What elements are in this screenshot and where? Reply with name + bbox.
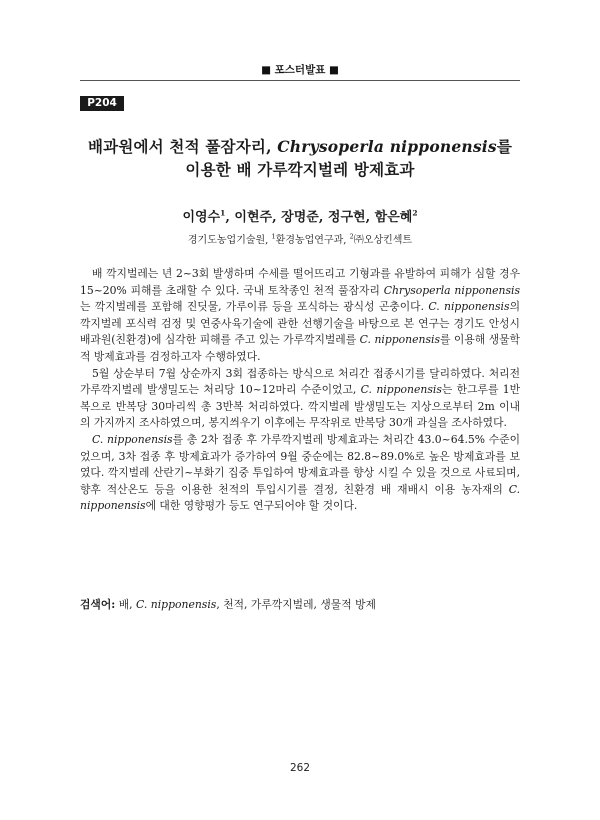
affiliation-1: 환경농업연구과,: [275, 235, 350, 246]
keyword-species: C. nipponensis: [136, 598, 217, 611]
affiliation-1-mark: 1: [271, 232, 276, 241]
abstract-text: 의 깍지벌레 포식력 검정 및 연중사육기술에 관한 선행기술을 바탕으로 본 연구는 경기도 안성시 배과원(친환경)에 심각한 피해를 주고 있는 가루깍지벌레를: [80, 300, 520, 347]
abstract-text: 를 이용해 생물학적 방제효과를 검정하고자 수행하였다.: [80, 333, 520, 363]
species-name: Chrysoperla nipponensis: [383, 283, 520, 297]
keywords-label: 검색어:: [80, 598, 116, 611]
author-separator: ,: [365, 210, 375, 225]
abstract-paragraph-1: [80, 266, 520, 366]
header-divider: [80, 80, 520, 81]
abstract-text: 5월 상순부터 7월 상순까지 3회 접종하는 방식으로 처리간 접종시기를 달리하였다. 처리전 가루깍지벌레 발생밀도는 처리당 10~12마리 수준이었고,: [80, 366, 520, 397]
affiliations: [80, 231, 520, 246]
keyword-text: , 천적, 가루깍지벌레, 생물적 방제: [216, 598, 376, 611]
author-list: [80, 206, 520, 225]
page-number: 262: [289, 762, 311, 774]
species-name: C. nipponensis: [92, 432, 173, 446]
species-name: C. nipponensis: [359, 333, 441, 347]
affiliation-2-mark: 2: [349, 232, 354, 241]
poster-code-badge: P204: [80, 96, 124, 111]
author-4: 정구현: [327, 210, 366, 225]
abstract-text: 배 깍지벌레는 년 2~3회 발생하며 수세를 떨어뜨리고 기형과를 유발하여 피해가 심할 경우 15~20% 피해를 초래할 수 있다. 국내 토착종인 천적 풀잠자리: [80, 267, 520, 297]
abstract-body: [80, 266, 520, 515]
title-line2: 이용한 배 가루깍지벌레 방제효과: [185, 160, 415, 179]
author-5: 함은혜: [374, 210, 413, 225]
author-1-affil-mark: 1: [220, 208, 226, 218]
abstract-text: 는 한그루를 1반복으로 반복당 30마리씩 총 3반복 처리하였다. 깍지벌레 발생밀도는 지상으로부터 2m 이내의 가지까지 조사하였으며, 봉지씌우기 이후에는 무작위로 반복당 30개 과실을 조사하였다.: [80, 383, 521, 430]
keyword-text: 배,: [115, 598, 137, 611]
abstract-paragraph-2: [80, 366, 520, 432]
affiliation-2: ㈜오상킨섹트: [353, 235, 413, 246]
title-species-name: Chrysoperla nipponensis: [277, 137, 497, 156]
author-5-affil-mark: 2: [412, 208, 418, 218]
author-separator: ,: [225, 210, 235, 225]
keywords: [80, 597, 520, 613]
author-separator: ,: [272, 210, 282, 225]
author-2: 이현주: [234, 210, 273, 225]
title-line1-pre: 배과원에서 천적 풀잠자리,: [87, 137, 278, 156]
affiliation-0: 경기도농업기술원,: [187, 235, 272, 246]
section-header: ■ 포스터발표 ■: [261, 64, 339, 76]
author-separator: ,: [318, 210, 328, 225]
paper-title: [80, 135, 520, 181]
abstract-paragraph-3: [80, 432, 520, 515]
author-3: 장명준: [281, 210, 319, 225]
species-name: C. nipponensis: [428, 300, 510, 314]
abstract-text: 를 총 2차 접종 후 가루깍지벌레 방제효과는 처리간 43.0~64.5% 수준이었으며, 3차 접종 후 방제효과가 증가하여 9월 중순에는 82.8~89.0%로 높은 방제효과를 보였다. 깍지벌레 산란기~부화기 집중 투입하여 방제효과를 향상 시킬 수 있을 것으로 사료되며, 향후 적산온도 등을 이용한 천적의 투입시기를 결정, 친환경 배 재배시 이용 농자재의: [80, 432, 520, 496]
species-name: C. nipponensis: [80, 482, 520, 513]
title-line1-post: 를: [496, 137, 513, 156]
author-1: 이영수: [182, 210, 221, 225]
abstract-text: 에 대한 영향평가 등도 연구되어야 할 것이다.: [145, 499, 358, 513]
abstract-text: 는 깍지벌레를 포함해 진딧물, 가루이류 등을 포식하는 광식성 곤충이다.: [80, 300, 429, 314]
species-name: C. nipponensis: [360, 383, 442, 397]
